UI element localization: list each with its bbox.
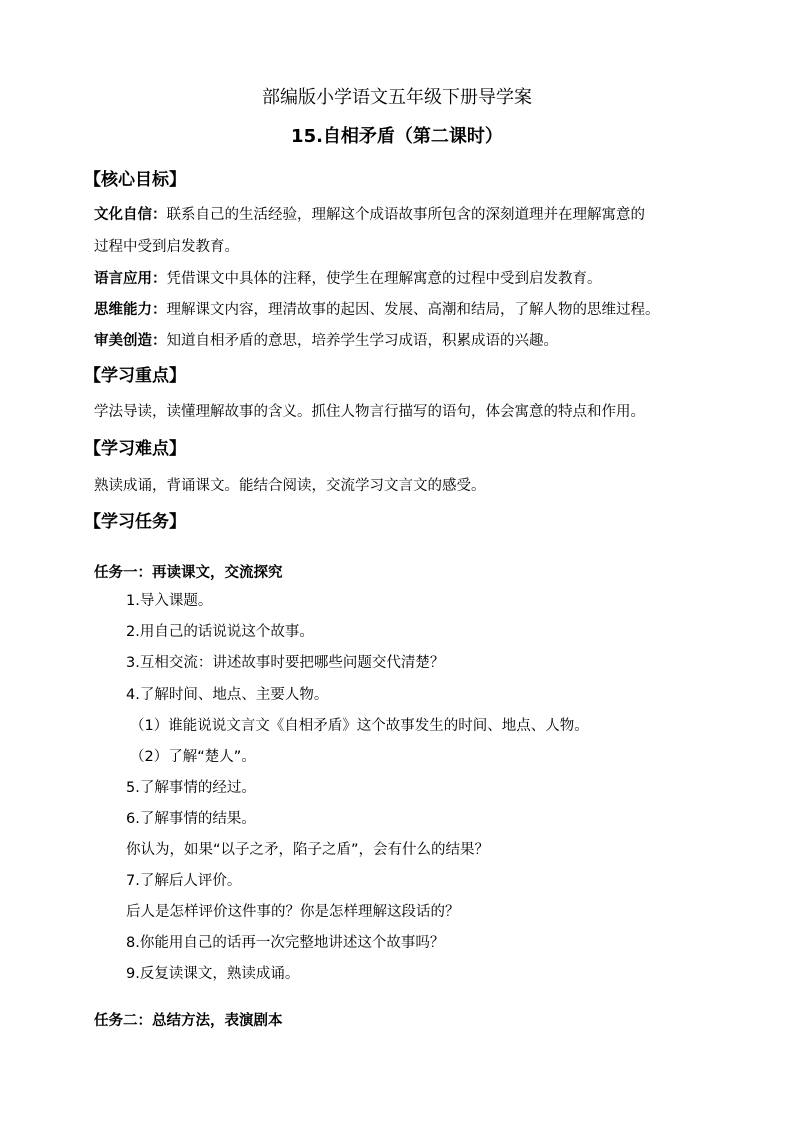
culture-goal-line-2: 过程中受到启发教育。: [94, 239, 239, 255]
task-one-question: 后人是怎样评价这件事的？你是怎样理解这段话的？: [126, 904, 460, 920]
task-one-item: 5.了解事情的经过。: [126, 780, 256, 796]
task-one-subitem: （1）谁能说说文言文《自相矛盾》这个故事发生的时间、地点、人物。: [130, 718, 589, 734]
language-goal-text: 凭借课文中具体的注释，使学生在理解寓意的过程中受到启发教育。: [166, 271, 602, 287]
culture-goal-label: 文化自信：: [94, 207, 167, 223]
task-one-question: 你认为，如果“以子之矛，陷子之盾”，会有什么的结果？: [126, 842, 490, 858]
core-goals-heading: 【核心目标】: [84, 170, 186, 190]
task-one-subitem: （2）了解“楚人”。: [130, 749, 256, 765]
series-title: 部编版小学语文五年级下册导学案: [262, 87, 532, 108]
task-one-item: 3.互相交流：讲述故事时要把哪些问题交代清楚？: [126, 655, 445, 671]
difficulties-heading: 【学习难点】: [84, 439, 186, 459]
aesthetic-goal-label: 审美创造：: [94, 333, 167, 349]
difficulties-text: 熟读成诵，背诵课文。能结合阅读，交流学习文言文的感受。: [94, 478, 486, 494]
culture-goal-text-1: 联系自己的生活经验，理解这个成语故事所包含的深刻道理并在理解寓意的: [166, 207, 645, 223]
task-one-item: 4.了解时间、地点、主要人物。: [126, 687, 329, 703]
task-one-item: 6.了解事情的结果。: [126, 811, 256, 827]
aesthetic-goal-line: [94, 330, 558, 352]
thinking-goal-line: [94, 299, 660, 321]
tasks-heading: 【学习任务】: [84, 512, 186, 532]
task-two-title: 任务二：总结方法，表演剧本: [94, 1012, 283, 1029]
culture-goal-line-1: [94, 204, 645, 226]
thinking-goal-label: 思维能力：: [94, 302, 167, 318]
key-points-heading: 【学习重点】: [84, 366, 186, 386]
lesson-title: 15.自相矛盾（第二课时）: [291, 126, 503, 147]
task-one-item: 1.导入课题。: [126, 593, 213, 609]
thinking-goal-text: 理解课文内容，理清故事的起因、发展、高潮和结局，了解人物的思维过程。: [166, 302, 660, 318]
key-points-text: 学法导读，读懂理解故事的含义。抓住人物言行描写的语句，体会寓意的特点和作用。: [94, 404, 645, 420]
task-one-item: 7.了解后人评价。: [126, 873, 242, 889]
aesthetic-goal-text: 知道自相矛盾的意思，培养学生学习成语，积累成语的兴趣。: [166, 333, 558, 349]
task-one-item: 2.用自己的话说说这个故事。: [126, 624, 314, 640]
task-one-item: 9.反复读课文，熟读成诵。: [126, 966, 300, 982]
task-one-item: 8.你能用自己的话再一次完整地讲述这个故事吗？: [126, 935, 445, 951]
language-goal-line: [94, 268, 602, 290]
language-goal-label: 语言应用：: [94, 271, 167, 287]
task-one-title: 任务一：再读课文，交流探究: [94, 564, 283, 581]
